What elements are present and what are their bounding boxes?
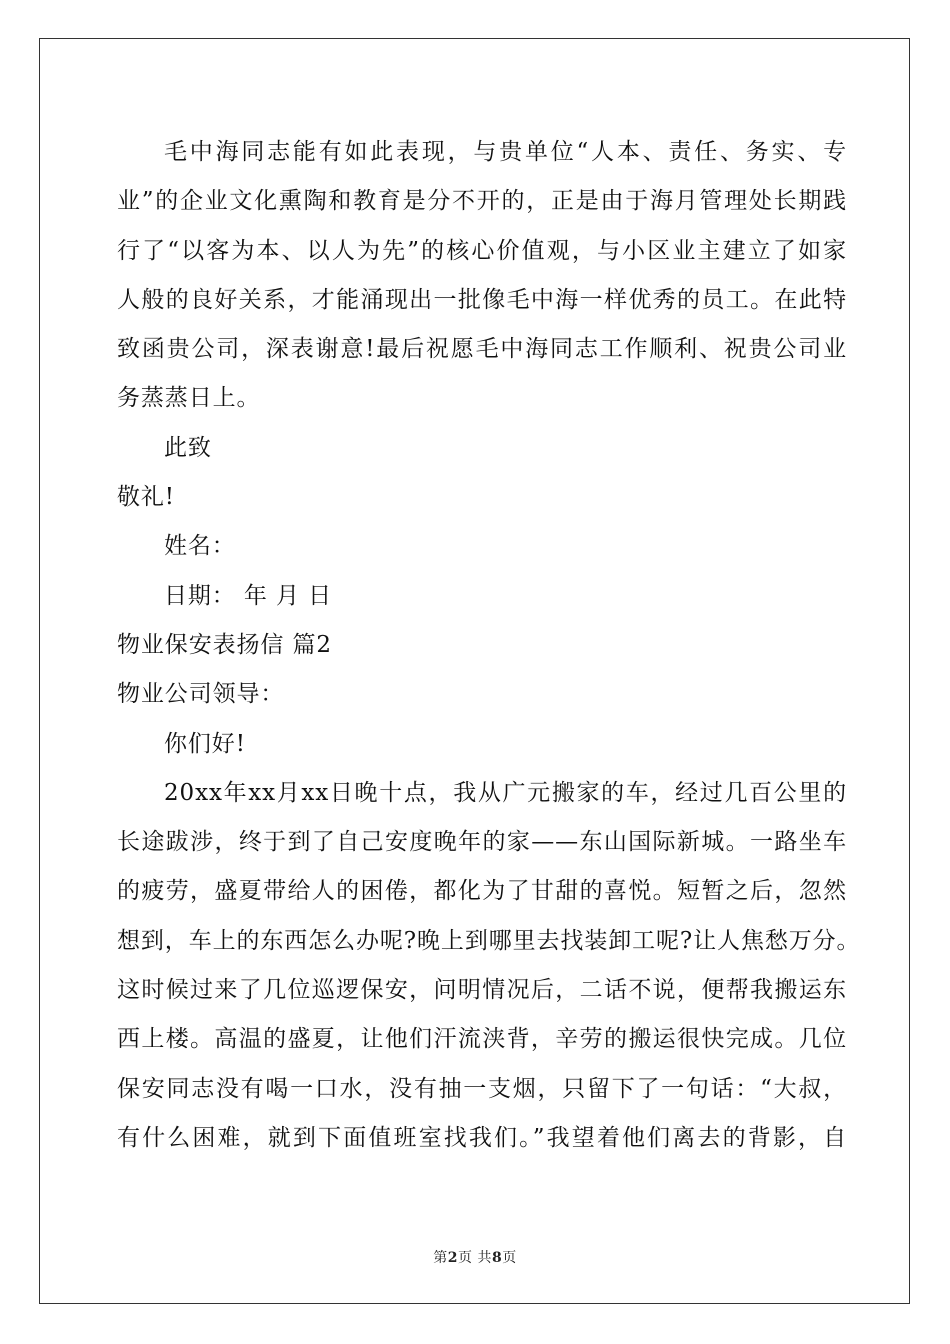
- page-footer: [0, 1247, 950, 1267]
- text-line: 人般的良好关系，才能涌现出一批像毛中海一样优秀的员工。在此特: [117, 286, 847, 313]
- footer-prefix: 第: [433, 1250, 448, 1266]
- text-line: 敬礼!: [117, 484, 175, 511]
- text-line: 的疲劳，盛夏带给人的困倦，都化为了甘甜的喜悦。短暂之后，忽然: [117, 878, 847, 905]
- text-line: 行了“以客为本、以人为先”的核心价值观，与小区业主建立了如家: [117, 237, 847, 264]
- text-line: 这时候过来了几位巡逻保安，问明情况后，二话不说，便帮我搬运东: [117, 977, 847, 1004]
- footer-suffix: 页: [502, 1250, 517, 1266]
- footer-current-page: 2: [447, 1250, 459, 1266]
- text-line: 西上楼。高温的盛夏，让他们汗流浃背，辛劳的搬运很快完成。几位: [117, 1026, 847, 1053]
- text-line: 物业保安表扬信 篇2: [117, 631, 332, 658]
- text-line: 毛中海同志能有如此表现，与贵单位“人本、责任、务实、专: [164, 139, 847, 165]
- text-line: 务蒸蒸日上。: [117, 385, 261, 412]
- text-line: 你们好!: [164, 730, 246, 757]
- footer-middle: 页 共: [458, 1250, 492, 1266]
- text-line: 日期： 年 月 日: [164, 582, 333, 609]
- text-line: 保安同志没有喝一口水，没有抽一支烟，只留下了一句话：“大叔，: [117, 1075, 847, 1102]
- text-line: 有什么困难，就到下面值班室找我们。”我望着他们离去的背影，自: [117, 1124, 847, 1151]
- document-body: [117, 128, 861, 1163]
- text-line: 想到，车上的东西怎么办呢?晚上到哪里去找装卸工呢?让人焦愁万分。: [117, 927, 861, 954]
- text-line: 姓名：: [164, 533, 236, 560]
- footer-total-pages: 8: [491, 1250, 503, 1266]
- text-line: 业”的企业文化熏陶和教育是分不开的，正是由于海月管理处长期践: [117, 188, 847, 215]
- text-line: 20xx年xx月xx日晚十点，我从广元搬家的车，经过几百公里的: [164, 779, 847, 806]
- text-line: 此致: [164, 434, 212, 461]
- text-line: 长途跋涉，终于到了自己安度晚年的家——东山国际新城。一路坐车: [117, 829, 847, 856]
- text-line: 致函贵公司，深表谢意!最后祝愿毛中海同志工作顺利、祝贵公司业: [117, 336, 847, 363]
- text-line: 物业公司领导：: [117, 681, 285, 708]
